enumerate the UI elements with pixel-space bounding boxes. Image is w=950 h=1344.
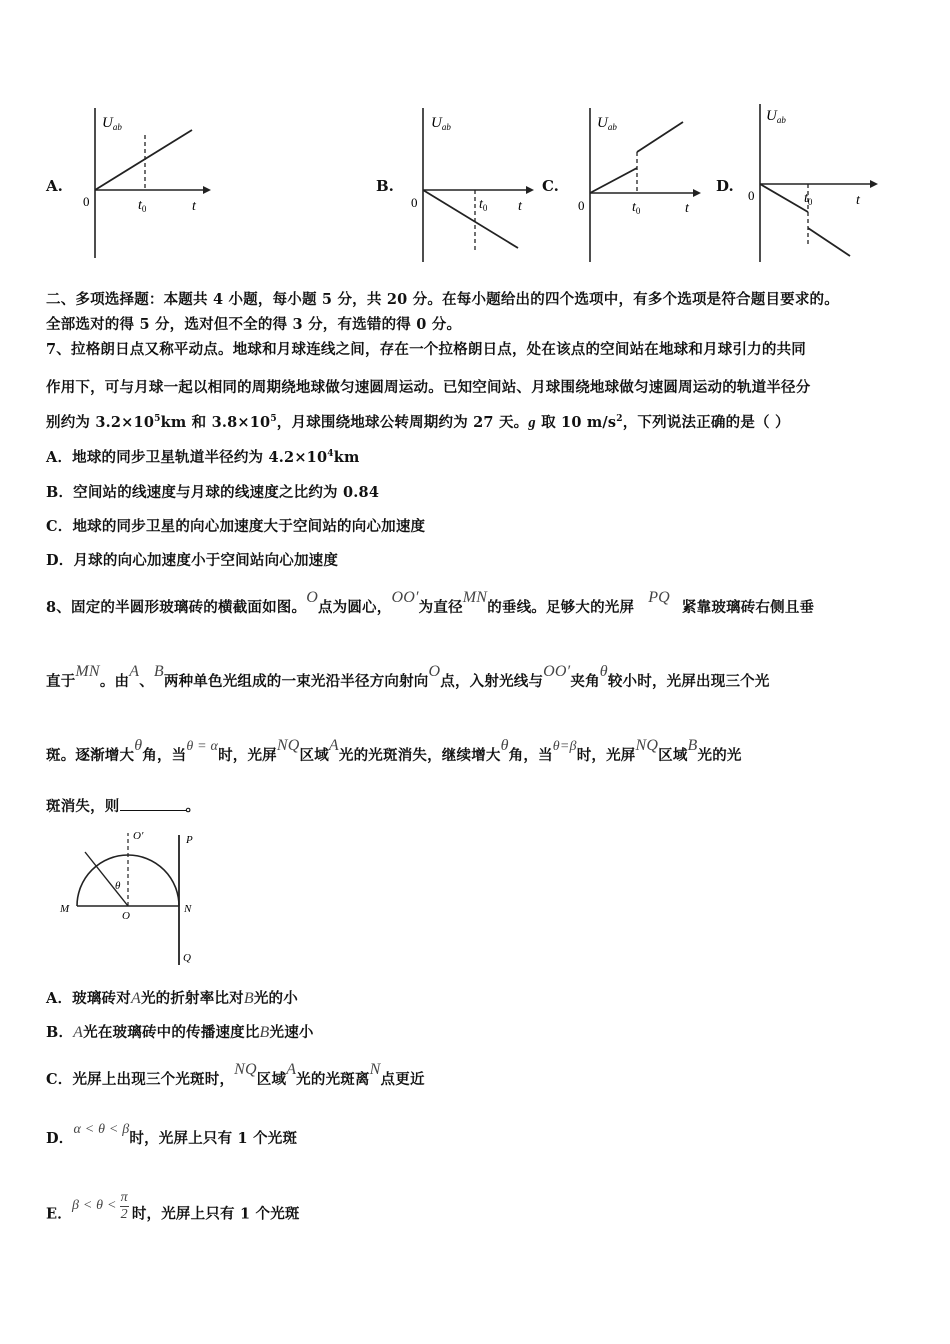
diagram-label-p: P [186, 834, 193, 846]
diagram-label-theta: θ [115, 880, 121, 892]
diagram-label-n: N [184, 903, 192, 915]
section-heading-line1: 二、多项选择题：本题共 4 小题，每小题 5 分，共 20 分。在每小题给出的四个选项中，有多个选项是符合题目要求的。 [46, 291, 839, 308]
q8-line2: 直于MN。由A、B两种单色光组成的一束光沿半径方向射向O点，入射光线与OO′夹角θ较小时，光屏出现三个光 [46, 663, 770, 690]
graph-c-label: C. [542, 177, 559, 195]
q8-diagram [55, 825, 215, 970]
graph-c-t0: $t_0$ [632, 200, 641, 216]
q8-option-a[interactable]: A．玻璃砖对A光的折射率比对B光的小 [46, 990, 298, 1007]
graph-d-line-1 [760, 184, 808, 212]
section-heading-line2: 全部选对的得 5 分，选对但不全的得 3 分，有选错的得 0 分。 [46, 316, 462, 333]
diagram-label-m: M [60, 903, 70, 915]
graph-a [70, 100, 220, 265]
graph-c-line-2 [637, 122, 683, 152]
graph-c-x-label: t [685, 201, 689, 216]
graph-d-label: D. [716, 177, 734, 195]
graph-a-origin: 0 [83, 194, 90, 209]
answer-blank[interactable] [120, 798, 186, 811]
graph-d-t0: $t_0$ [804, 191, 813, 207]
graph-a-t0: $t_0$ [138, 198, 147, 214]
graph-b-origin: 0 [411, 195, 418, 210]
diagram-label-o: O [122, 910, 130, 922]
graph-b-line [423, 190, 518, 248]
graph-b-y-label: $U_{ab}$ [431, 115, 451, 132]
graph-b-t0: $t_0$ [479, 197, 488, 213]
graph-d-y-label: $U_{ab}$ [766, 108, 786, 125]
graph-c-origin: 0 [578, 198, 585, 213]
graph-d-origin: 0 [748, 188, 755, 203]
q8-option-c[interactable]: C．光屏上出现三个光斑时，NQ区域A光的光斑离N点更近 [46, 1061, 425, 1088]
graph-b-x-label: t [518, 199, 522, 214]
graph-d-x-label: t [856, 193, 860, 208]
q8-line3: 斑。逐渐增大θ角，当θ = α时，光屏NQ区域A光的光斑消失，继续增大θ角，当θ=β时，光屏NQ区域B光的光 [46, 737, 742, 764]
graph-a-line [95, 130, 192, 190]
graph-c [565, 100, 705, 265]
graph-c-line-1 [590, 168, 637, 193]
q8-option-d[interactable]: D．α < θ < β时，光屏上只有 1 个光斑 [46, 1122, 298, 1147]
q7-option-b[interactable]: B．空间站的线速度与月球的线速度之比约为 0.84 [46, 484, 380, 501]
q7-line2: 作用下，可与月球一起以相同的周期绕地球做匀速圆周运动。已知空间站、月球围绕地球做匀速圆周运动的轨道半径分 [46, 379, 811, 396]
graph-a-y-label: $U_{ab}$ [102, 115, 122, 132]
graph-a-label: A. [46, 177, 63, 195]
graph-b [398, 100, 538, 265]
q8-option-e[interactable]: E．β < θ < $\frac{\pi}{2}$ 时，光屏上只有 1 个光斑 [46, 1190, 300, 1223]
diagram-label-q: Q [183, 952, 191, 964]
graph-a-x-label: t [192, 199, 196, 214]
q8-option-b[interactable]: B．A光在玻璃砖中的传播速度比B光速小 [46, 1024, 314, 1041]
graph-d-line-2 [808, 228, 850, 256]
q8-line4: 斑消失，则 。 [46, 798, 201, 815]
diagram-label-o-prime: O′ [133, 830, 144, 842]
q7-option-d[interactable]: D．月球的向心加速度小于空间站向心加速度 [46, 552, 339, 569]
q7-option-a[interactable]: A．地球的同步卫星轨道半径约为 $4.2\times 10^4km$ [46, 449, 360, 466]
graph-c-y-label: $U_{ab}$ [597, 115, 617, 132]
graph-b-label: B. [376, 177, 394, 195]
q8-line1: 8、固定的半圆形玻璃砖的横截面如图。O点为圆心，OO′为直径MN的垂线。足够大的光屏PQ紧靠玻璃砖右侧且垂 [46, 589, 815, 616]
graph-d [738, 96, 888, 266]
q7-option-c[interactable]: C．地球的同步卫星的向心加速度大于空间站的向心加速度 [46, 518, 426, 535]
q7-line3: 别约为 $3.2\times 10^5km$ 和 $3.8\times 10^5$，月球围绕地球公转周期约为 27 天。g 取 10 $m/s^2$，下列说法正确的是（ ） [46, 414, 790, 431]
q7-line1: 7、拉格朗日点又称平动点。地球和月球连线之间，存在一个拉格朗日点，处在该点的空间站在地球和月球引力的共同 [46, 341, 806, 358]
